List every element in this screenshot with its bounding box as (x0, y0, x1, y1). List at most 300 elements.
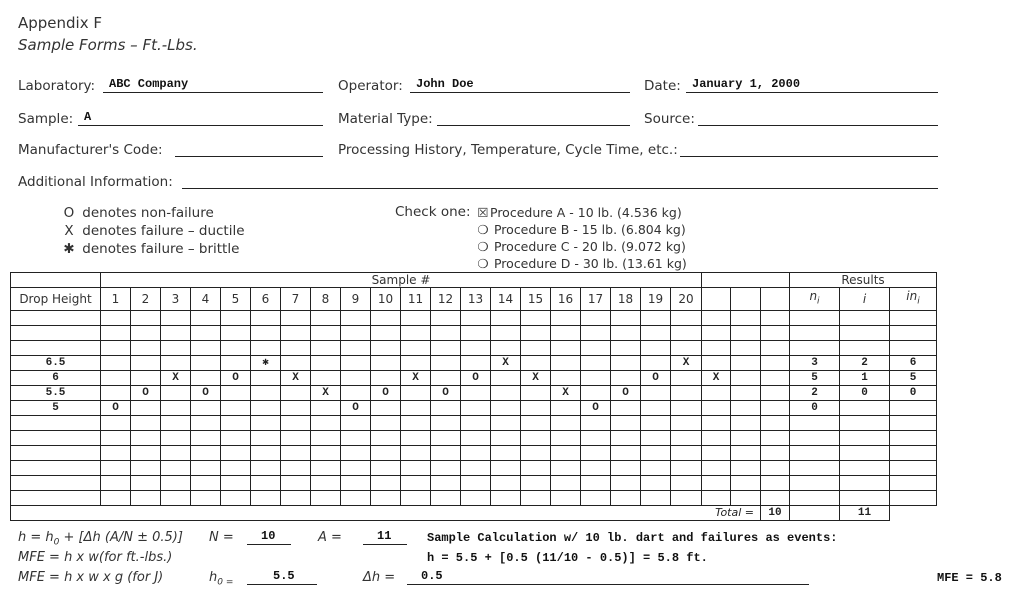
in-cell[interactable]: 5 (890, 371, 937, 386)
sample-cell[interactable] (491, 476, 521, 491)
operator-field[interactable] (410, 76, 630, 93)
sample-cell[interactable] (251, 446, 281, 461)
sample-cell[interactable] (521, 461, 551, 476)
sample-cell[interactable] (101, 386, 131, 401)
sample-cell[interactable] (671, 476, 702, 491)
sample-cell[interactable] (191, 476, 221, 491)
source-field[interactable] (698, 109, 938, 126)
mfr-field[interactable] (175, 140, 323, 157)
sample-cell[interactable] (161, 341, 191, 356)
sample-cell[interactable] (641, 326, 671, 341)
sample-cell[interactable] (551, 401, 581, 416)
sample-cell[interactable] (461, 326, 491, 341)
drop-height-cell[interactable] (11, 416, 101, 431)
sample-cell[interactable] (521, 386, 551, 401)
sample-cell[interactable] (611, 311, 641, 326)
sample-cell[interactable] (131, 446, 161, 461)
sample-cell[interactable] (641, 356, 671, 371)
sample-cell[interactable] (161, 416, 191, 431)
sample-cell[interactable] (611, 371, 641, 386)
checked-box-icon[interactable]: ☒ (477, 205, 489, 220)
drop-height-cell[interactable] (11, 311, 101, 326)
sample-cell[interactable] (702, 341, 731, 356)
sample-cell[interactable] (702, 401, 731, 416)
sample-cell[interactable] (702, 311, 731, 326)
sample-cell[interactable] (431, 371, 461, 386)
sample-cell[interactable] (191, 461, 221, 476)
sample-cell[interactable] (431, 311, 461, 326)
sample-cell[interactable] (311, 401, 341, 416)
sample-cell[interactable] (521, 476, 551, 491)
sample-cell[interactable] (491, 401, 521, 416)
in-cell[interactable] (890, 461, 937, 476)
sample-cell[interactable] (281, 401, 311, 416)
sample-cell[interactable] (251, 431, 281, 446)
sample-cell[interactable] (761, 476, 790, 491)
sample-cell[interactable] (161, 326, 191, 341)
drop-height-cell[interactable] (11, 341, 101, 356)
sample-cell[interactable] (731, 386, 761, 401)
i-cell[interactable] (840, 476, 890, 491)
sample-cell[interactable] (761, 446, 790, 461)
sample-cell[interactable] (761, 311, 790, 326)
sample-cell[interactable] (731, 446, 761, 461)
sample-cell[interactable] (131, 401, 161, 416)
sample-cell[interactable] (431, 326, 461, 341)
sample-cell[interactable]: X (491, 356, 521, 371)
sample-cell[interactable] (551, 371, 581, 386)
sample-cell[interactable] (131, 431, 161, 446)
sample-cell[interactable] (401, 341, 431, 356)
sample-cell[interactable] (161, 476, 191, 491)
sample-cell[interactable] (281, 446, 311, 461)
sample-cell[interactable] (371, 476, 401, 491)
sample-cell[interactable] (341, 416, 371, 431)
sample-cell[interactable] (581, 386, 611, 401)
sample-cell[interactable] (281, 386, 311, 401)
n-cell[interactable] (790, 341, 840, 356)
sample-cell[interactable] (551, 476, 581, 491)
sample-cell[interactable] (281, 431, 311, 446)
in-cell[interactable]: 6 (890, 356, 937, 371)
sample-cell[interactable] (101, 446, 131, 461)
sample-cell[interactable] (761, 431, 790, 446)
sample-cell[interactable] (371, 461, 401, 476)
sample-cell[interactable] (731, 371, 761, 386)
sample-cell[interactable] (131, 326, 161, 341)
sample-cell[interactable] (131, 356, 161, 371)
sample-cell[interactable] (551, 356, 581, 371)
n-cell[interactable] (790, 326, 840, 341)
sample-cell[interactable] (221, 386, 251, 401)
sample-cell[interactable] (491, 461, 521, 476)
sample-cell[interactable] (281, 416, 311, 431)
sample-cell[interactable] (251, 341, 281, 356)
sample-cell[interactable] (491, 341, 521, 356)
sample-cell[interactable] (311, 446, 341, 461)
sample-cell[interactable] (161, 461, 191, 476)
sample-cell[interactable] (521, 491, 551, 506)
sample-cell[interactable] (461, 461, 491, 476)
sample-cell[interactable] (611, 341, 641, 356)
sample-cell[interactable] (702, 386, 731, 401)
sample-cell[interactable] (761, 416, 790, 431)
sample-cell[interactable] (101, 356, 131, 371)
i-cell[interactable] (840, 446, 890, 461)
sample-cell[interactable] (761, 461, 790, 476)
dh-field[interactable] (407, 568, 809, 585)
sample-cell[interactable] (671, 371, 702, 386)
sample-cell[interactable] (311, 491, 341, 506)
sample-cell[interactable] (191, 401, 221, 416)
sample-cell[interactable] (731, 416, 761, 431)
material-field[interactable] (437, 109, 630, 126)
sample-cell[interactable]: O (581, 401, 611, 416)
sample-cell[interactable] (221, 311, 251, 326)
sample-cell[interactable] (551, 341, 581, 356)
n-cell[interactable]: 0 (790, 401, 840, 416)
sample-cell[interactable] (341, 476, 371, 491)
sample-cell[interactable] (491, 386, 521, 401)
sample-cell[interactable] (641, 386, 671, 401)
sample-cell[interactable] (581, 371, 611, 386)
sample-cell[interactable] (191, 311, 221, 326)
n-cell[interactable] (790, 416, 840, 431)
sample-cell[interactable] (341, 461, 371, 476)
sample-cell[interactable] (371, 416, 401, 431)
sample-cell[interactable] (341, 356, 371, 371)
sample-cell[interactable] (431, 491, 461, 506)
sample-cell[interactable] (431, 461, 461, 476)
sample-cell[interactable] (101, 326, 131, 341)
sample-cell[interactable] (731, 311, 761, 326)
sample-cell[interactable] (491, 491, 521, 506)
sample-cell[interactable] (761, 371, 790, 386)
sample-cell[interactable]: ✱ (251, 356, 281, 371)
sample-cell[interactable] (491, 446, 521, 461)
sample-cell[interactable] (311, 311, 341, 326)
sample-cell[interactable] (191, 491, 221, 506)
sample-cell[interactable] (221, 431, 251, 446)
sample-cell[interactable] (581, 431, 611, 446)
sample-cell[interactable] (671, 326, 702, 341)
sample-cell[interactable] (431, 446, 461, 461)
sample-cell[interactable] (101, 491, 131, 506)
i-cell[interactable]: 1 (840, 371, 890, 386)
procedure-b-option[interactable] (476, 221, 687, 238)
sample-cell[interactable] (581, 311, 611, 326)
sample-cell[interactable] (401, 326, 431, 341)
sample-cell[interactable] (221, 476, 251, 491)
sample-cell[interactable] (761, 491, 790, 506)
sample-cell[interactable] (281, 311, 311, 326)
sample-cell[interactable] (191, 446, 221, 461)
sample-cell[interactable] (251, 371, 281, 386)
sample-cell[interactable] (311, 416, 341, 431)
n-cell[interactable] (790, 446, 840, 461)
sample-cell[interactable]: X (551, 386, 581, 401)
sample-cell[interactable] (671, 341, 702, 356)
sample-cell[interactable] (311, 356, 341, 371)
sample-cell[interactable] (161, 491, 191, 506)
sample-cell[interactable] (131, 416, 161, 431)
sample-cell[interactable] (581, 446, 611, 461)
in-cell[interactable] (890, 491, 937, 506)
sample-cell[interactable] (551, 431, 581, 446)
sample-cell[interactable] (401, 416, 431, 431)
sample-cell[interactable] (671, 311, 702, 326)
i-cell[interactable] (840, 491, 890, 506)
sample-cell[interactable] (251, 326, 281, 341)
sample-cell[interactable] (221, 446, 251, 461)
sample-cell[interactable] (731, 491, 761, 506)
sample-cell[interactable] (101, 416, 131, 431)
sample-cell[interactable] (761, 386, 790, 401)
sample-cell[interactable] (431, 356, 461, 371)
sample-cell[interactable]: O (641, 371, 671, 386)
n-cell[interactable] (790, 491, 840, 506)
sample-cell[interactable] (101, 476, 131, 491)
in-cell[interactable] (890, 431, 937, 446)
sample-cell[interactable] (671, 491, 702, 506)
n-cell[interactable] (790, 431, 840, 446)
i-cell[interactable] (840, 461, 890, 476)
n-field[interactable] (247, 528, 291, 545)
sample-cell[interactable] (551, 461, 581, 476)
sample-cell[interactable] (551, 446, 581, 461)
sample-cell[interactable] (341, 341, 371, 356)
sample-cell[interactable] (581, 461, 611, 476)
sample-cell[interactable] (101, 371, 131, 386)
sample-cell[interactable] (671, 431, 702, 446)
sample-cell[interactable] (401, 446, 431, 461)
sample-cell[interactable] (281, 356, 311, 371)
n-cell[interactable] (790, 476, 840, 491)
sample-cell[interactable] (641, 311, 671, 326)
sample-cell[interactable] (341, 311, 371, 326)
sample-cell[interactable] (161, 356, 191, 371)
sample-cell[interactable] (371, 356, 401, 371)
date-field[interactable] (686, 76, 938, 93)
sample-cell[interactable] (731, 431, 761, 446)
sample-cell[interactable] (371, 431, 401, 446)
sample-cell[interactable] (641, 461, 671, 476)
sample-cell[interactable] (101, 431, 131, 446)
i-cell[interactable] (840, 326, 890, 341)
sample-cell[interactable] (761, 326, 790, 341)
sample-cell[interactable] (641, 476, 671, 491)
sample-cell[interactable] (641, 446, 671, 461)
sample-cell[interactable] (461, 416, 491, 431)
sample-cell[interactable] (461, 386, 491, 401)
sample-cell[interactable] (191, 356, 221, 371)
sample-cell[interactable] (491, 311, 521, 326)
sample-cell[interactable] (581, 416, 611, 431)
sample-cell[interactable] (581, 356, 611, 371)
sample-cell[interactable] (461, 311, 491, 326)
drop-height-cell[interactable] (11, 326, 101, 341)
in-cell[interactable] (890, 341, 937, 356)
sample-cell[interactable] (461, 341, 491, 356)
laboratory-field[interactable] (103, 76, 323, 93)
sample-cell[interactable] (431, 341, 461, 356)
sample-cell[interactable] (311, 431, 341, 446)
drop-height-cell[interactable] (11, 431, 101, 446)
sample-cell[interactable] (371, 401, 401, 416)
sample-cell[interactable] (161, 446, 191, 461)
sample-cell[interactable]: O (371, 386, 401, 401)
sample-cell[interactable] (341, 371, 371, 386)
sample-cell[interactable] (161, 401, 191, 416)
sample-cell[interactable] (161, 386, 191, 401)
sample-cell[interactable] (251, 401, 281, 416)
sample-cell[interactable] (521, 341, 551, 356)
additional-field[interactable] (182, 172, 938, 189)
i-cell[interactable] (840, 401, 890, 416)
in-cell[interactable] (890, 446, 937, 461)
sample-cell[interactable] (401, 431, 431, 446)
sample-cell[interactable] (702, 356, 731, 371)
sample-cell[interactable] (251, 311, 281, 326)
sample-cell[interactable] (611, 401, 641, 416)
sample-cell[interactable] (521, 431, 551, 446)
sample-cell[interactable] (611, 431, 641, 446)
sample-cell[interactable] (101, 341, 131, 356)
sample-cell[interactable] (251, 416, 281, 431)
i-cell[interactable]: 2 (840, 356, 890, 371)
n-cell[interactable] (790, 311, 840, 326)
sample-cell[interactable] (521, 446, 551, 461)
sample-cell[interactable] (401, 311, 431, 326)
sample-cell[interactable] (461, 431, 491, 446)
sample-cell[interactable]: O (221, 371, 251, 386)
sample-cell[interactable] (281, 491, 311, 506)
sample-cell[interactable] (341, 431, 371, 446)
in-cell[interactable] (890, 476, 937, 491)
sample-cell[interactable] (101, 461, 131, 476)
sample-cell[interactable] (521, 416, 551, 431)
sample-cell[interactable] (611, 491, 641, 506)
sample-cell[interactable] (671, 386, 702, 401)
sample-cell[interactable] (731, 356, 761, 371)
procedure-c-option[interactable] (476, 238, 687, 255)
in-cell[interactable] (890, 326, 937, 341)
in-cell[interactable] (890, 311, 937, 326)
sample-cell[interactable] (401, 386, 431, 401)
sample-cell[interactable]: X (311, 386, 341, 401)
sample-cell[interactable] (251, 491, 281, 506)
sample-cell[interactable] (371, 446, 401, 461)
sample-cell[interactable] (371, 311, 401, 326)
drop-height-cell[interactable]: 6.5 (11, 356, 101, 371)
sample-cell[interactable] (131, 371, 161, 386)
sample-cell[interactable] (281, 461, 311, 476)
sample-cell[interactable] (341, 446, 371, 461)
sample-cell[interactable] (491, 371, 521, 386)
drop-height-cell[interactable] (11, 461, 101, 476)
sample-cell[interactable] (161, 431, 191, 446)
sample-cell[interactable] (731, 401, 761, 416)
sample-cell[interactable] (461, 476, 491, 491)
sample-cell[interactable] (731, 326, 761, 341)
sample-cell[interactable] (702, 416, 731, 431)
drop-height-cell[interactable]: 5.5 (11, 386, 101, 401)
a-field[interactable] (363, 528, 407, 545)
sample-cell[interactable]: O (611, 386, 641, 401)
drop-height-cell[interactable] (11, 476, 101, 491)
sample-cell[interactable] (461, 356, 491, 371)
sample-cell[interactable] (251, 386, 281, 401)
sample-cell[interactable] (401, 401, 431, 416)
sample-cell[interactable] (191, 371, 221, 386)
procedure-d-option[interactable] (476, 255, 687, 272)
sample-cell[interactable] (671, 446, 702, 461)
sample-cell[interactable] (251, 476, 281, 491)
sample-cell[interactable] (491, 431, 521, 446)
sample-cell[interactable]: X (161, 371, 191, 386)
drop-height-cell[interactable]: 5 (11, 401, 101, 416)
sample-cell[interactable] (371, 371, 401, 386)
sample-cell[interactable] (671, 401, 702, 416)
sample-cell[interactable] (281, 326, 311, 341)
sample-cell[interactable] (131, 341, 161, 356)
sample-cell[interactable] (251, 461, 281, 476)
sample-cell[interactable] (671, 416, 702, 431)
sample-cell[interactable] (281, 341, 311, 356)
sample-cell[interactable] (191, 341, 221, 356)
sample-cell[interactable] (431, 416, 461, 431)
sample-cell[interactable] (191, 326, 221, 341)
sample-cell[interactable] (581, 341, 611, 356)
sample-cell[interactable] (581, 476, 611, 491)
sample-cell[interactable] (641, 431, 671, 446)
sample-cell[interactable] (341, 491, 371, 506)
sample-cell[interactable] (671, 461, 702, 476)
procedure-a-option[interactable] (476, 204, 687, 221)
sample-cell[interactable]: X (281, 371, 311, 386)
n-cell[interactable]: 3 (790, 356, 840, 371)
sample-cell[interactable] (702, 446, 731, 461)
sample-cell[interactable]: O (191, 386, 221, 401)
sample-cell[interactable]: O (131, 386, 161, 401)
sample-cell[interactable] (641, 341, 671, 356)
n-cell[interactable] (790, 461, 840, 476)
sample-cell[interactable]: O (341, 401, 371, 416)
sample-cell[interactable] (131, 311, 161, 326)
sample-cell[interactable] (311, 461, 341, 476)
sample-cell[interactable] (761, 356, 790, 371)
sample-cell[interactable] (431, 401, 461, 416)
sample-cell[interactable] (221, 401, 251, 416)
i-cell[interactable] (840, 431, 890, 446)
sample-cell[interactable]: O (431, 386, 461, 401)
sample-cell[interactable] (702, 431, 731, 446)
i-cell[interactable] (840, 416, 890, 431)
sample-cell[interactable] (611, 326, 641, 341)
processing-field[interactable] (680, 140, 938, 157)
sample-cell[interactable] (221, 341, 251, 356)
sample-cell[interactable] (641, 401, 671, 416)
sample-cell[interactable] (521, 311, 551, 326)
sample-cell[interactable] (611, 461, 641, 476)
sample-cell[interactable] (431, 431, 461, 446)
sample-cell[interactable] (521, 356, 551, 371)
radio-icon[interactable]: ❍ (477, 239, 489, 254)
sample-cell[interactable] (221, 326, 251, 341)
sample-cell[interactable] (431, 476, 461, 491)
sample-cell[interactable] (551, 491, 581, 506)
sample-cell[interactable] (101, 311, 131, 326)
